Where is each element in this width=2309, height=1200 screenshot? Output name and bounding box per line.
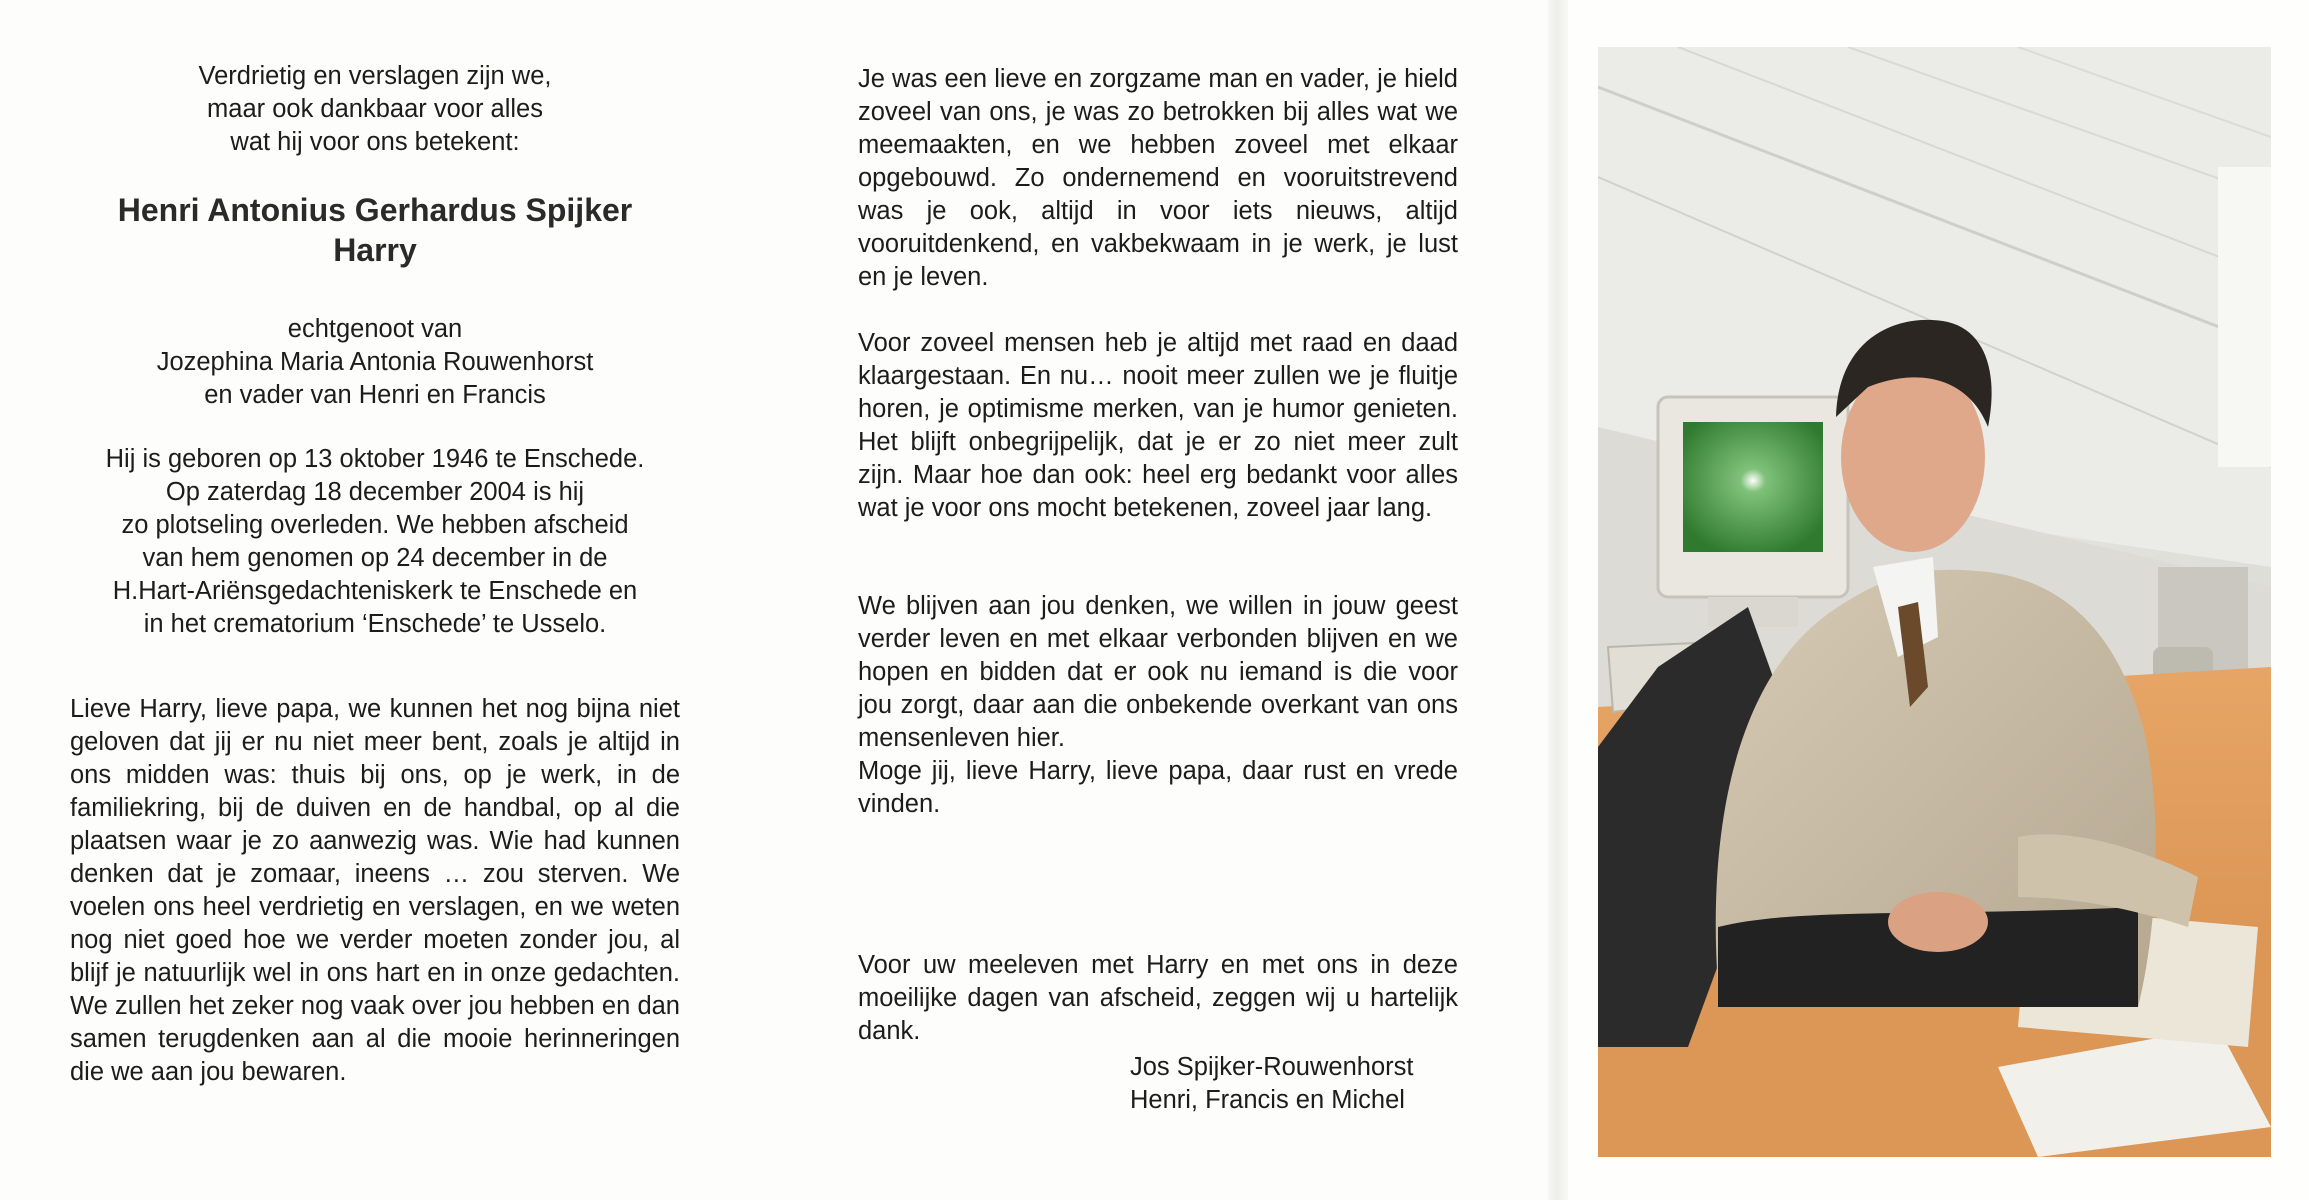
relation-text xyxy=(70,313,680,412)
tribute-text: Moge jij, lieve Harry, lieve papa, daar rust en vrede vinden. xyxy=(858,757,1458,818)
relation-line: en vader van Henri en Francis xyxy=(204,381,546,409)
birth-death-text xyxy=(70,443,680,641)
deceased-name xyxy=(70,190,680,270)
tribute-paragraph-1 xyxy=(858,63,1458,294)
nickname: Harry xyxy=(333,232,417,268)
tribute-paragraph-3 xyxy=(858,590,1458,821)
intro-text xyxy=(70,60,680,159)
portrait-photo xyxy=(1598,47,2271,1157)
birth-line: H.Hart-Ariënsgedachteniskerk te Enschede en xyxy=(112,577,638,605)
full-name: Henri Antonius Gerhardus Spijker xyxy=(117,192,633,228)
birth-line: zo plotseling overleden. We hebben afscheid xyxy=(121,511,629,539)
tribute-text: Je was een lieve en zorgzame man en vader, je hield zoveel van ons, je was zo betrokken bij alles wat we meemaakten, en we hebben zoveel met elkaar opgebouwd. Zo ondernemend en vooruitstrevend was je ook, altijd in voor iets nieuws, altijd vooruitdenkend, en vakbekwaam in je werk, je lust en je leven. xyxy=(858,65,1458,291)
tribute-text: Voor zoveel mensen heb je altijd met raad en daad klaargestaan. En nu… nooit meer zullen we je fluitje horen, je optimisme merken, van je humor genieten. Het blijft onbegrijpelijk, dat je er zo niet meer zult zijn. Maar hoe dan ook: heel erg bedankt voor alles wat je voor ons mocht betekenen, zoveel jaar lang. xyxy=(858,329,1458,522)
farewell-message xyxy=(70,693,680,1089)
relation-line: echtgenoot van xyxy=(287,315,463,343)
signature-line: Henri, Francis en Michel xyxy=(1130,1086,1405,1114)
birth-line: Hij is geboren op 13 oktober 1946 te Enschede. xyxy=(105,445,645,473)
relation-line: Jozephina Maria Antonia Rouwenhorst xyxy=(156,348,594,376)
birth-line: Op zaterdag 18 december 2004 is hij xyxy=(165,478,585,506)
birth-line: van hem genomen op 24 december in de xyxy=(142,544,608,572)
portrait-illustration xyxy=(1598,47,2271,1157)
birth-line: in het crematorium ‘Enschede’ te Usselo. xyxy=(143,610,607,638)
message-paragraph: Lieve Harry, lieve papa, we kunnen het nog bijna niet geloven dat jij er nu niet meer bent, zoals je altijd in ons midden was: thuis bij ons, op je werk, in de familiekring, bij de duiven en de handbal, op al die plaatsen waar je zo aanwezig was. Wie had kunnen denken dat je zomaar, ineens … zou sterven. We voelen ons heel verdrietig en verslagen, en we weten nog niet goed hoe we verder moeten zonder jou, al blijf je natuurlijk wel in ons hart en in onze gedachten. We zullen het zeker nog vaak over jou hebben en dan samen terugdenken aan al die mooie herinneringen die we aan jou bewaren. xyxy=(70,695,680,1086)
tribute-text: We blijven aan jou denken, we willen in jouw geest verder leven en met elkaar verbonden blijven en we hopen en bidden dat er ook nu iemand is die voor jou zorgt, daar aan die onbekende overkant van ons mensenleven hier. xyxy=(858,592,1458,752)
tribute-paragraph-2 xyxy=(858,327,1458,525)
intro-line: wat hij voor ons betekent: xyxy=(230,128,520,156)
thanks-paragraph xyxy=(858,949,1458,1048)
card-fold xyxy=(1548,0,1568,1200)
intro-line: Verdrietig en verslagen zijn we, xyxy=(198,62,552,90)
signatures xyxy=(1130,1051,1460,1117)
intro-line: maar ook dankbaar voor alles xyxy=(207,95,543,123)
thanks-text: Voor uw meeleven met Harry en met ons in deze moeilijke dagen van afscheid, zeggen wij u hartelijk dank. xyxy=(858,951,1458,1045)
signature-line: Jos Spijker-Rouwenhorst xyxy=(1130,1053,1414,1081)
